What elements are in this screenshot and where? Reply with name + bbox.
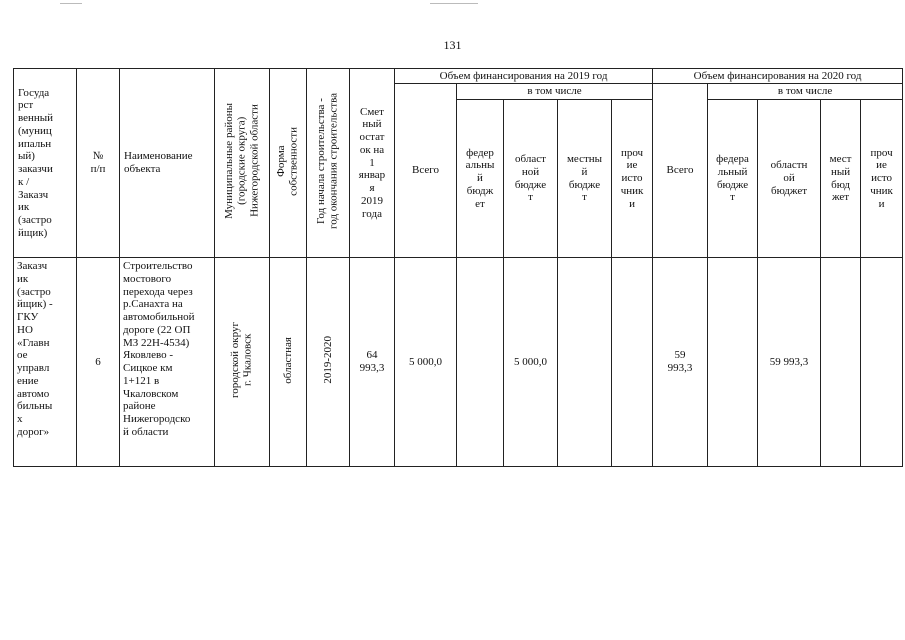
header-districts — [215, 69, 270, 258]
header-ownership-line-2: собственности — [288, 126, 300, 196]
row-2020-total: 59 993,3 — [653, 258, 708, 467]
header-ownership-line-1: Форма — [275, 145, 288, 177]
row-2020-regional: 59 993,3 — [758, 258, 821, 467]
row-ownership-text: областная — [281, 336, 294, 384]
header-construction-years — [307, 69, 350, 258]
header-districts-line-2: (городские округа) — [235, 117, 248, 206]
header-ownership — [270, 69, 307, 258]
header-districts-line-1: Муниципальные районы — [223, 103, 236, 220]
header-2019-local: местны й бюдже т — [558, 100, 612, 258]
header-2019-other: проч ие исто чник и — [612, 100, 653, 258]
row-ownership — [270, 258, 307, 467]
row-2019-total: 5 000,0 — [395, 258, 457, 467]
header-years-line-1: Год начала строительства - — [315, 98, 328, 225]
header-financing-2019: Объем финансирования на 2019 год — [395, 69, 653, 84]
header-row-number: № п/п — [77, 69, 120, 258]
table-row — [14, 258, 903, 467]
row-years-text: 2019-2020 — [321, 336, 334, 384]
header-2020-federal: федера льный бюдже т — [708, 100, 758, 258]
row-years — [307, 258, 350, 467]
header-years-line-2: год окончания строительства — [328, 93, 340, 230]
header-2019-total: Всего — [395, 84, 457, 258]
row-2019-federal — [457, 258, 504, 467]
row-2019-other — [612, 258, 653, 467]
row-district — [215, 258, 270, 467]
header-2020-total: Всего — [653, 84, 708, 258]
header-2020-regional: областн ой бюджет — [758, 100, 821, 258]
header-2019-including: в том числе — [457, 84, 653, 100]
header-customer: Госуда рст венный (муниц ипальн ый) заказчи к / Заказч ик (застро йщик) — [14, 69, 77, 258]
scan-top-line-right — [430, 3, 478, 4]
header-object-name: Наименование объекта — [120, 69, 215, 258]
row-2020-local — [821, 258, 861, 467]
header-estimated-balance: Смет ный остат ок на 1 январ я 2019 года — [350, 69, 395, 258]
header-2020-local: мест ный бюд жет — [821, 100, 861, 258]
row-district-line-1: городской округ — [229, 322, 242, 399]
row-estimated-balance: 64 993,3 — [350, 258, 395, 467]
header-financing-2020: Объем финансирования на 2020 год — [653, 69, 903, 84]
financing-table — [13, 68, 903, 467]
header-districts-line-3: Нижегородской области — [248, 104, 261, 218]
scan-top-line-left — [60, 3, 82, 4]
row-2019-local — [558, 258, 612, 467]
row-district-line-2: г. Чкаловск — [242, 333, 254, 387]
page-number: 131 — [443, 38, 462, 52]
row-2019-regional: 5 000,0 — [504, 258, 558, 467]
row-2020-federal — [708, 258, 758, 467]
header-2019-federal: федер альны й бюдж ет — [457, 100, 504, 258]
header-2019-regional: област ной бюдже т — [504, 100, 558, 258]
header-2020-other: проч ие исто чник и — [861, 100, 903, 258]
row-customer: Заказч ик (застро йщик) - ГКУ НО «Главн ое управл ение автомо бильны х дорог» — [14, 258, 77, 467]
row-2020-other — [861, 258, 903, 467]
header-2020-including: в том числе — [708, 84, 903, 100]
row-object-name: Строительство мостового перехода через р.Санахта на автомобильной дороге (22 ОП МЗ 22Н-4534) Яковлево - Сицкое км 1+121 в Чкаловском районе Нижегородско й области — [120, 258, 215, 467]
row-number: 6 — [77, 258, 120, 467]
header-row-1 — [14, 69, 903, 84]
